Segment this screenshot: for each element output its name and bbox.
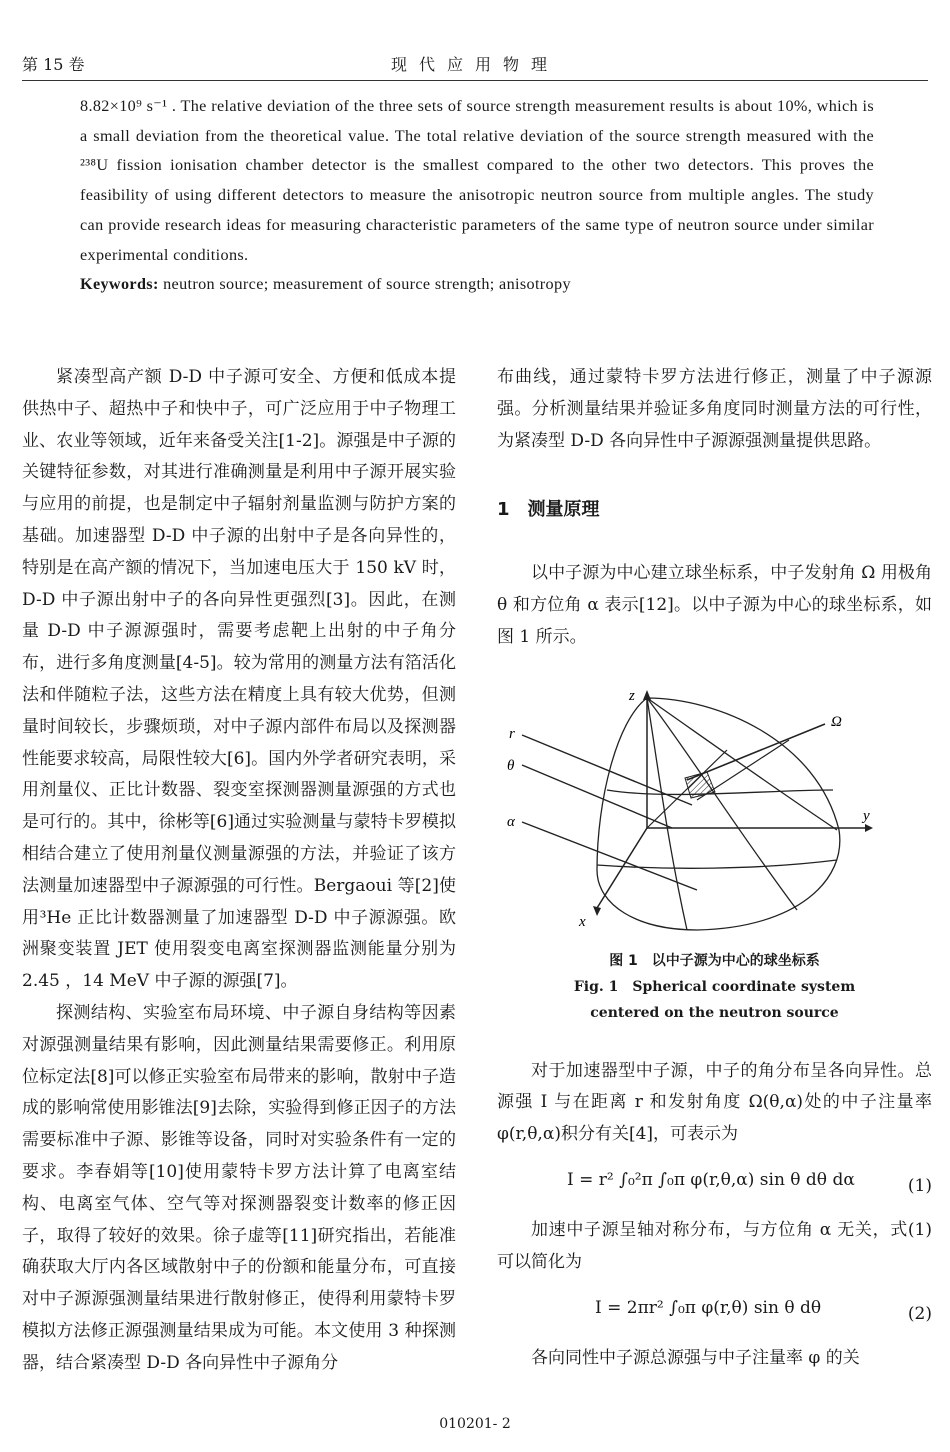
x-arrowhead xyxy=(593,906,601,916)
equation-2 xyxy=(497,1279,932,1343)
figure-caption-en-2: centered on the neutron source xyxy=(590,1004,839,1021)
intro-paragraph-2: 探测结构、实验室布局环境、中子源自身结构等因素对源强测量结果有影响，因此测量结果需要修正。利用原位标定法[8]可以修正实验室布局带来的影响，散射中子造成的影响常使用影锥法[9]去除，实验得到修正因子的方法需要标准中子源、影锥等设备，同时对实验条件有一定的要求。李春娟等[10]使用蒙特卡罗方法计算了电离室结构、电离室气体、空气等对探测器裂变计数率的修正因子，取得了较好的效果。徐子虚等[11]研究指出，若能准确获取大厅内各区域散射中子的份额和能量分布，可直接对中子源源强测量结果进行散射修正，使得利用蒙特卡罗模拟方法修正源强测量结果成为可能。本文使用 3 种探测器，结合紧凑型 D-D 各向异性中子源角分 xyxy=(22,1002,456,1373)
meridian-2 xyxy=(647,698,797,910)
r-label: r xyxy=(509,725,515,742)
figure-caption-en-1: Fig. 1 Spherical coordinate system xyxy=(573,978,856,995)
keywords-line xyxy=(80,270,874,300)
page-header xyxy=(0,0,950,80)
spherical-coordinate-diagram xyxy=(497,680,932,942)
alpha-label: α xyxy=(507,813,515,830)
parallel-1 xyxy=(607,790,833,794)
intro-paragraph-1: 紧凑型高产额 D-D 中子源可安全、方便和低成本提供热中子、超热中子和快中子，可广泛应用于中子物理工业、农业等领域，近年来备受关注[1-2]。源强是中子源的关键特征参数，对其进行准确测量是利用中子源开展实验与应用的前提，也是制定中子辐射剂量监测与防护方案的基础。加速器型 D-D 中子源的出射中子是各向异性的，特别是在高产额的情况下，当加速电压大于 150 kV 时，D-D 中子源出射中子的各向异性更强烈[3]。因此，在测量 D-D 中子源源强时，需要考虑靶上出射的中子角分布，进行多角度测量[4-5]。较为常用的测量方法有箔活化法和伴随粒子法，这些方法在精度上具有较大优势，但测量时间较长，步骤烦琐，对中子源内部件布局以及探测器性能要求较高，局限性较大[6]。国内外学者研究表明，采用剂量仪、正比计数器、裂变室探测器测量源强的方式也是可行的。其中，徐彬等[6]通过实验测量与蒙特卡罗模拟相结合建立了使用剂量仪测量源强的方法，并验证了该方法测量加速器型中子源源强的可行性。Bergaoui 等[2]使用³He 正比计数器测量了加速器型 D-D 中子源源强。欧洲聚变装置 JET 使用裂变电离室探测器监测能量分别为 2.45 ，14 MeV 中子源的源强[7]。 xyxy=(22,367,456,992)
r-pointer xyxy=(522,735,692,805)
z-label: z xyxy=(629,687,635,704)
y-label: y xyxy=(863,807,870,824)
y-arrowhead xyxy=(865,824,873,832)
axial-symmetry-paragraph: 加速中子源呈轴对称分布，与方位角 α 无关，式(1)可以简化为 xyxy=(497,1219,932,1272)
figure-caption xyxy=(497,948,932,1026)
keywords-value: neutron source; measurement of source strength; anisotropy xyxy=(163,275,571,294)
equation-2-number: (2) xyxy=(907,1303,932,1324)
equation-1-body: I = r² ∫₀²π ∫₀π φ(r,θ,α) sin θ dθ dα xyxy=(567,1169,855,1190)
header-rule xyxy=(22,80,928,81)
left-column xyxy=(22,362,456,1380)
equation-1 xyxy=(497,1151,932,1215)
equation-2-body: I = 2πr² ∫₀π φ(r,θ) sin θ dθ xyxy=(595,1297,822,1318)
intro-paragraph-continued: 布曲线，通过蒙特卡罗方法进行修正，测量了中子源源强。分析测量结果并验证多角度同时测量方法的可行性，为紧凑型 D-D 各向异性中子源源强测量提供思路。 xyxy=(497,367,932,451)
x-label: x xyxy=(579,913,586,930)
journal-title: 现代应用物理 xyxy=(390,55,559,74)
volume-label: 第 15 卷 xyxy=(22,55,85,74)
radius-line xyxy=(647,750,727,828)
section-title: 1 测量原理 xyxy=(497,499,600,521)
page-number: 010201- 2 xyxy=(439,1416,511,1432)
alpha-pointer xyxy=(522,822,697,890)
spherical-coordinates-paragraph: 以中子源为中心建立球坐标系，中子发射角 Ω 用极角 θ 和方位角 α 表示[12]。以中子源为中心的球坐标系，如图 1 所示。 xyxy=(497,563,932,647)
figure-caption-cn: 图 1 以中子源为中心的球坐标系 xyxy=(609,952,820,969)
abstract-block xyxy=(80,92,874,300)
parallel-2 xyxy=(597,860,837,868)
accelerator-paragraph: 对于加速器型中子源，中子的角分布呈各向异性。总源强 I 与在距离 r 和发射角度 Ω(θ,α)处的中子注量率 φ(r,θ,α)积分有关[4]，可表示为 xyxy=(497,1060,932,1145)
z-arrowhead xyxy=(643,690,651,700)
meridian-3 xyxy=(647,698,837,830)
keywords-label: Keywords: xyxy=(80,275,159,294)
theta-pointer xyxy=(522,765,672,828)
meridian-1 xyxy=(647,698,687,930)
abstract-text: 8.82×10⁹ s⁻¹ . The relative deviation of the three sets of source strength measurement results is about 10%, which is a small deviation from the theoretical value. The total relative deviation of the source strength measured with the ²³⁸U fission ionisation chamber detector is the smallest compared to the other two detectors. This proves the feasibility of using different detectors to measure the anisotropic neutron source from multiple angles. The study can provide research ideas for measuring characteristic parameters of the same type of neutron source under similar experimental conditions. xyxy=(80,97,874,264)
equation-1-number: (1) xyxy=(907,1175,932,1196)
theta-label: θ xyxy=(507,757,515,774)
figure-1 xyxy=(497,680,932,942)
isotropic-paragraph: 各向同性中子源总源强与中子注量率 φ 的关 xyxy=(531,1347,860,1368)
right-column xyxy=(497,362,932,1374)
omega-arrow xyxy=(687,724,825,780)
omega-label: Ω xyxy=(831,713,842,730)
